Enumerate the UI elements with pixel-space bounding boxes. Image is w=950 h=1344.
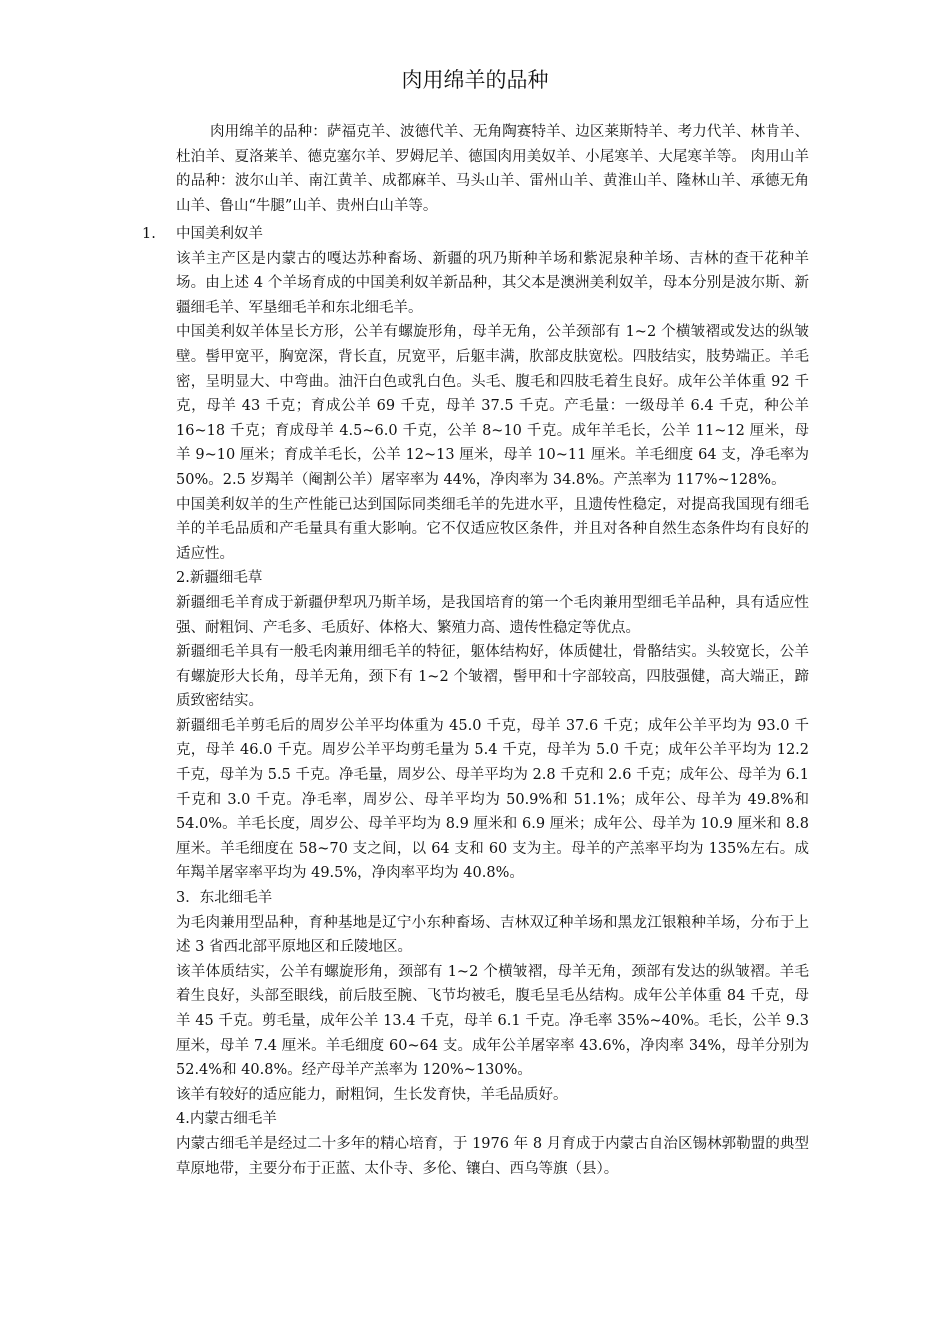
section-heading-2: 2.新疆细毛草 bbox=[176, 570, 263, 587]
paragraph: 该羊主产区是内蒙古的嘎达苏种畜场、新疆的巩乃斯种羊场和紫泥泉种羊场、吉林的查干花种羊场。由上述 4 个羊场育成的中国美利奴羊新品种，其父本是澳洲美利奴羊，母本分别是波尔斯、新疆细毛羊、军垦细毛羊和东北细毛羊。 bbox=[176, 250, 809, 316]
paragraph: 中国美利奴羊体呈长方形，公羊有螺旋形角，母羊无角，公羊颈部有 1~2 个横皱褶或发达的纵皱壁。髻甲宽平，胸宽深，背长直，尻宽平，后躯丰满，肷部皮肤宽松。四肢结实，肢势端正。羊毛密，呈明显大、中弯曲。油汗白色或乳白色。头毛、腹毛和四肢毛着生良好。成年公羊体重 92 千克，母羊 43 千克；育成公羊 69 千克，母羊 37.5 千克。产毛量：一级母羊 6.4 千克，种公羊 16~18 千克；育成母羊 4.5~6.0 千克，公羊 8~10 千克。成年羊毛长，公羊 11~12 厘米，母羊 9~10 厘米；育成羊毛长，公羊 12~13 厘米，母羊 10~11 厘米。羊毛细度 64 支，净毛率为 50%。2.5 岁羯羊（阉割公羊）屠宰率为 44%，净肉率为 34.8%。产羔率为 117%~128%。 bbox=[176, 324, 809, 488]
list-number-1: 1. bbox=[142, 226, 156, 242]
section-heading-3: 3．东北细毛羊 bbox=[176, 890, 273, 907]
document-body bbox=[176, 222, 809, 1181]
paragraph: 该羊有较好的适应能力，耐粗饲，生长发育快，羊毛品质好。 bbox=[176, 1086, 568, 1103]
section-heading-1: 中国美利奴羊 bbox=[176, 226, 263, 242]
paragraph: 新疆细毛羊育成于新疆伊犁巩乃斯羊场，是我国培育的第一个毛肉兼用型细毛羊品种，具有适应性强、耐粗饲、产毛多、毛质好、体格大、繁殖力高、遗传性稳定等优点。 bbox=[176, 594, 809, 636]
paragraph: 内蒙古细毛羊是经过二十多年的精心培育，于 1976 年 8 月育成于内蒙古自治区锡林郭勒盟的典型草原地带，主要分布于正蓝、太仆寺、多伦、镶白、西乌等旗（县）。 bbox=[176, 1135, 809, 1177]
page-title: 肉用绵羊的品种 bbox=[401, 68, 549, 92]
paragraph: 中国美利奴羊的生产性能已达到国际同类细毛羊的先进水平，且遗传性稳定，对提高我国现有细毛羊的羊毛品质和产毛量具有重大影响。它不仅适应牧区条件，并且对各种自然生态条件均有良好的适应性。 bbox=[176, 496, 809, 562]
paragraph: 该羊体质结实，公羊有螺旋形角，颈部有 1~2 个横皱褶，母羊无角，颈部有发达的纵皱褶。羊毛着生良好，头部至眼线，前后肢至腕、飞节均被毛，腹毛呈毛丛结构。成年公羊体重 84 千克，母羊 45 千克。剪毛量，成年公羊 13.4 千克，母羊 6.1 千克。净毛率 35%~40%。毛长，公羊 9.3 厘米，母羊 7.4 厘米。羊毛细度 60~64 支。成年公羊屠宰率 43.6%，净肉率 34%，母羊分别为 52.4%和 40.8%。经产母羊产羔率为 120%~130%。 bbox=[176, 963, 809, 1079]
paragraph: 新疆细毛羊具有一般毛肉兼用细毛羊的特征，躯体结构好，体质健壮，骨骼结实。头较宽长，公羊有螺旋形大长角，母羊无角，颈下有 1~2 个皱褶，髻甲和十字部较高，四肢强健，高大端正，蹄质致密结实。 bbox=[176, 644, 809, 710]
paragraph: 为毛肉兼用型品种，育种基地是辽宁小东种畜场、吉林双辽种羊场和黑龙江银粮种羊场，分布于上述 3 省西北部平原地区和丘陵地区。 bbox=[176, 914, 809, 956]
intro-paragraph: 肉用绵羊的品种：萨福克羊、波德代羊、无角陶赛特羊、边区莱斯特羊、考力代羊、林肯羊、杜泊羊、夏洛莱羊、德克塞尔羊、罗姆尼羊、德国肉用美奴羊、小尾寒羊、大尾寒羊等。 肉用山羊的品种：波尔山羊、南江黄羊、成都麻羊、马头山羊、雷州山羊、黄淮山羊、隆林山羊、承德无角山羊、鲁山“牛腿”山羊、贵州白山羊等。 bbox=[176, 124, 809, 214]
section-heading-4: 4.内蒙古细毛羊 bbox=[176, 1111, 277, 1128]
paragraph: 新疆细毛羊剪毛后的周岁公羊平均体重为 45.0 千克，母羊 37.6 千克；成年公羊平均为 93.0 千克，母羊 46.0 千克。周岁公羊平均剪毛量为 5.4 千克，母羊为 5.0 千克；成年公羊平均为 12.2 千克，母羊为 5.5 千克。净毛量，周岁公、母羊平均为 2.8 千克和 2.6 千克；成年公、母羊为 6.1 千克和 3.0 千克。净毛率，周岁公、母羊平均为 50.9%和 51.1%；成年公、母羊为 49.8%和 54.0%。羊毛长度，周岁公、母羊平均为 8.9 厘米和 6.9 厘米；成年公、母羊为 10.9 厘米和 8.8 厘米。羊毛细度在 58~70 支之间，以 64 支和 60 支为主。母羊的产羔率平均为 135%左右。成年羯羊屠宰率平均为 49.5%，净肉率平均为 40.8%。 bbox=[176, 717, 809, 882]
